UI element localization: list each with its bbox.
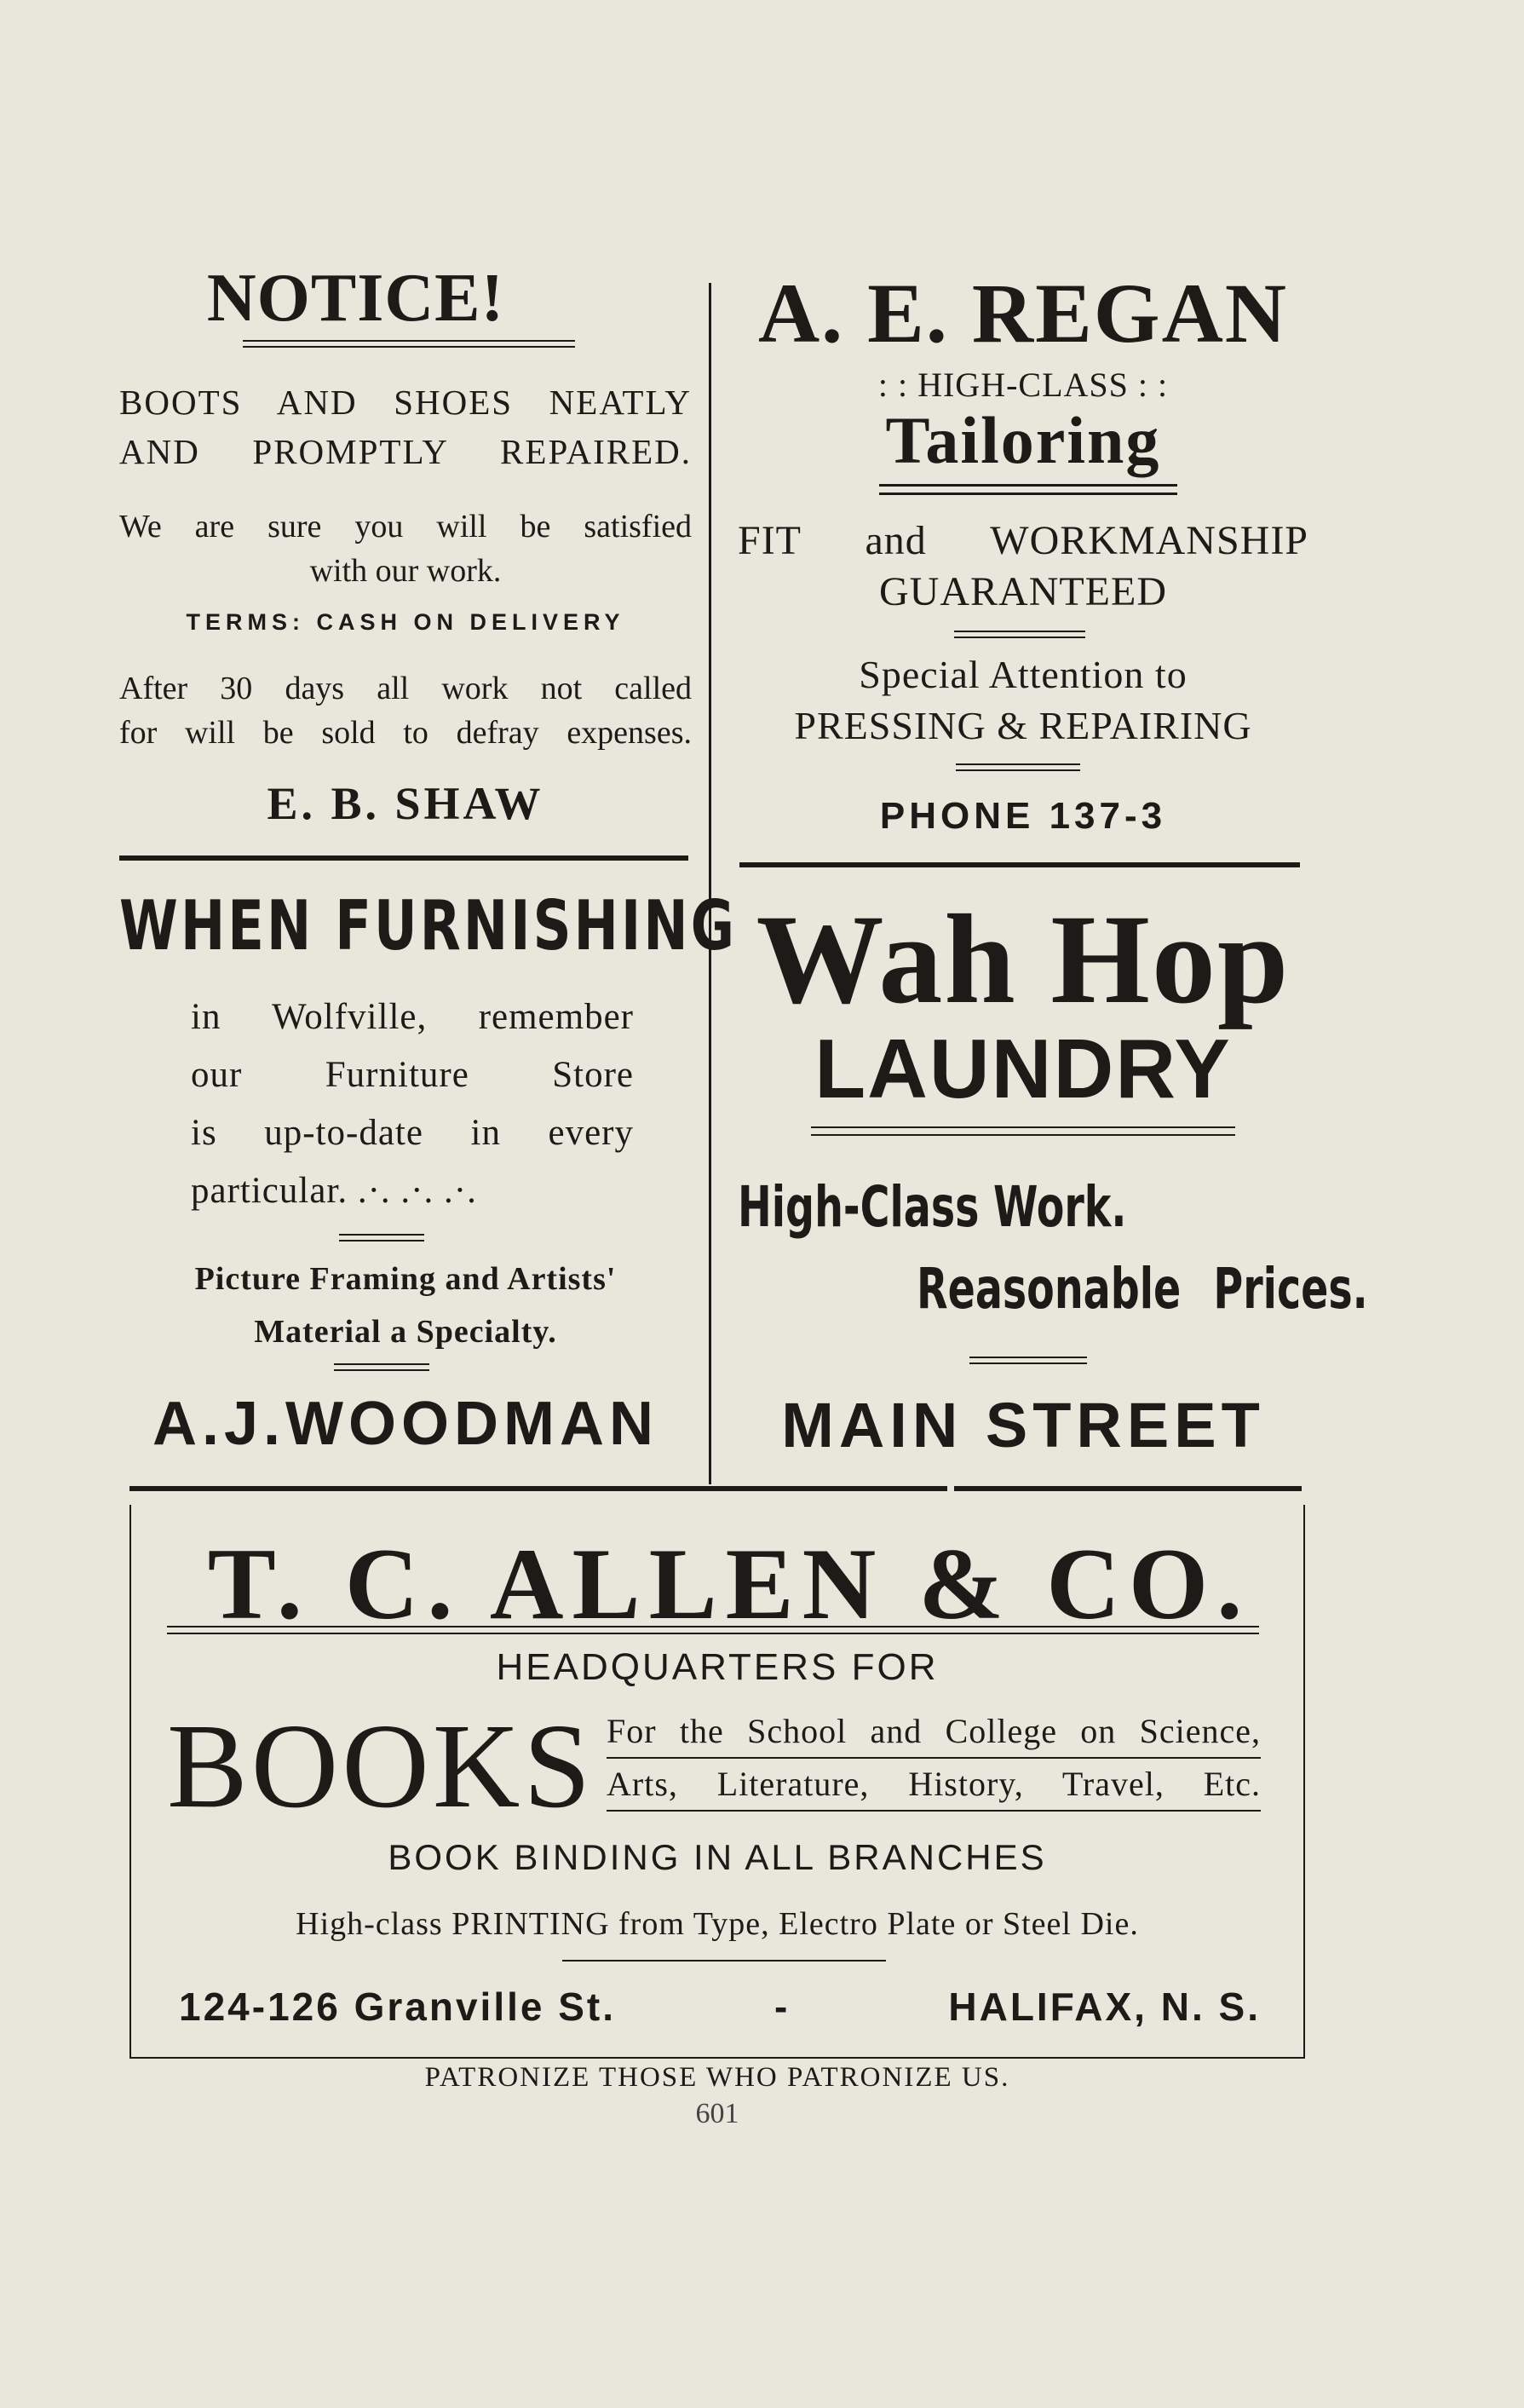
notice-after-text: [119, 666, 692, 755]
regan-special-line-2: PRESSING & REPAIRING: [794, 704, 1252, 747]
allen-separator: -: [774, 1985, 791, 2029]
notice-after-line-1: After 30 days all work not called: [119, 671, 692, 706]
allen-title: T. C. ALLEN & CO.: [207, 1527, 1251, 1640]
allen-city: HALIFAX, N. S.: [948, 1985, 1261, 2029]
column-divider: [709, 283, 711, 1484]
notice-line-1: BOOTS AND SHOES NEATLY: [119, 383, 692, 422]
regan-fit-line-1: FIT and WORKMANSHIP: [738, 518, 1308, 563]
allen-address: 124-126 Granville St.: [179, 1985, 617, 2029]
footer-tagline: PATRONIZE THOSE WHO PATRONIZE US.: [424, 2062, 1010, 2093]
allen-top-rule-right: [954, 1486, 1302, 1491]
allen-address-row: [179, 1984, 1261, 2030]
left-separator-rule-1: [119, 855, 688, 861]
allen-books-line-1: For the School and College on Science,: [607, 1706, 1261, 1759]
regan-short-rule-2: [956, 763, 1080, 771]
furnishing-special-line-2: Material a Specialty.: [254, 1314, 557, 1350]
regan-phone: PHONE 137-3: [879, 795, 1167, 837]
regan-short-rule-1: [954, 631, 1085, 638]
allen-printing: High-class PRINTING from Type, Electro Plate or Steel Die.: [296, 1906, 1139, 1942]
furnishing-line-4: particular. .·. .·. .·.: [191, 1171, 477, 1211]
allen-print-rule: [562, 1960, 886, 1962]
wahhop-street: MAIN STREET: [781, 1390, 1265, 1460]
wahhop-short-rule: [969, 1357, 1087, 1364]
furnishing-title: WHEN FURNISHING: [119, 886, 738, 965]
furnishing-body: [191, 988, 634, 1220]
furnishing-specialty: [119, 1253, 692, 1358]
allen-title-rule: [167, 1626, 1259, 1634]
right-separator-rule-1: [739, 862, 1300, 867]
wahhop-title: Wah Hop: [756, 889, 1291, 1030]
regan-tailoring-rule: [879, 484, 1177, 495]
notice-line-2: AND PROMPTLY REPAIRED.: [119, 432, 692, 471]
notice-satisfaction: [119, 504, 692, 593]
notice-terms: TERMS: CASH ON DELIVERY: [186, 609, 625, 635]
furnishing-line-1: in Wolfville, remember: [191, 997, 634, 1037]
regan-tailoring: Tailoring: [885, 403, 1161, 477]
regan-title: A. E. REGAN: [757, 266, 1289, 360]
notice-proprietor: E. B. SHAW: [267, 778, 544, 829]
allen-books-subject: [607, 1706, 1261, 1812]
allen-headquarters: HEADQUARTERS FOR: [496, 1646, 939, 1688]
furnishing-short-rule-2: [334, 1363, 429, 1371]
notice-repair-text: [119, 377, 692, 476]
furnishing-line-2: our Furniture Store: [191, 1055, 634, 1095]
notice-satisfied-line-2: with our work.: [309, 553, 502, 589]
wahhop-laundry: LAUNDRY: [814, 1022, 1232, 1115]
page-number: 601: [695, 2098, 739, 2129]
allen-binding: BOOK BINDING IN ALL BRANCHES: [388, 1837, 1047, 1877]
allen-books: BOOKS: [167, 1698, 595, 1833]
furnishing-proprietor: A.J.WOODMAN: [152, 1390, 658, 1458]
furnishing-short-rule-1: [339, 1234, 424, 1241]
notice-satisfied-line-1: We are sure you will be satisfied: [119, 509, 692, 544]
regan-high-class: : : HIGH-CLASS : :: [877, 366, 1169, 404]
notice-title-rule: [243, 340, 575, 348]
regan-fit-text: [738, 516, 1308, 618]
allen-books-line-2: Arts, Literature, History, Travel, Etc.: [607, 1759, 1261, 1812]
wahhop-work: High-Class Work.: [738, 1174, 1127, 1240]
notice-title: NOTICE!: [206, 261, 505, 336]
regan-fit-line-2: GUARANTEED: [879, 569, 1167, 614]
furnishing-special-line-1: Picture Framing and Artists': [194, 1261, 617, 1297]
regan-special-text: [738, 649, 1308, 752]
furnishing-line-3: is up-to-date in every: [191, 1113, 634, 1153]
notice-after-line-2: for will be sold to defray expenses.: [119, 715, 692, 751]
wahhop-laundry-rule: [811, 1126, 1235, 1136]
allen-top-rule-left: [129, 1486, 947, 1491]
wahhop-prices: Reasonable Prices.: [917, 1256, 1368, 1322]
regan-special-line-1: Special Attention to: [859, 653, 1188, 696]
